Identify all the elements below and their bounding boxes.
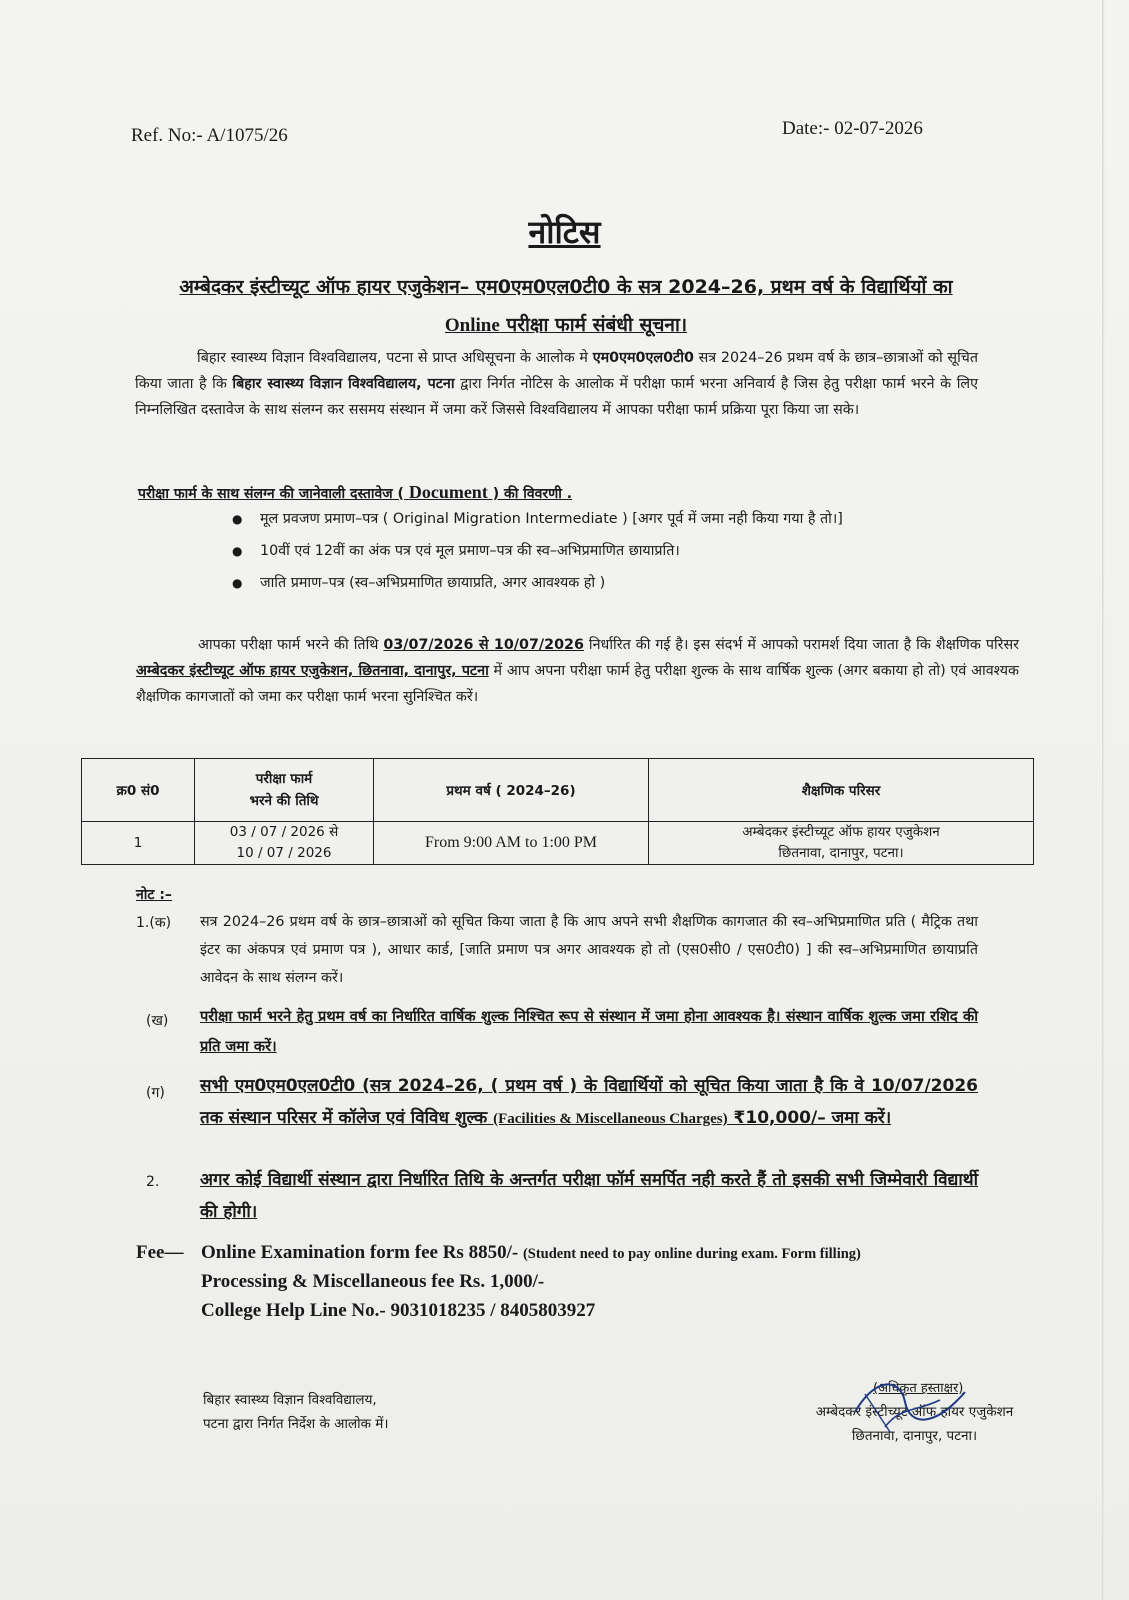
document-item: ● 10वीं एवं 12वीं का अंक पत्र एवं मूल प्रमाण–पत्र की स्व–अभिप्रमाणित छायाप्रति। [232,538,978,564]
campus-name: अम्बेदकर इंस्टीच्यूट ऑफ हायर एजुकेशन, छितनावा, दानापुर, पटना [136,663,489,679]
intro-course-name: एम0एम0एल0टी0 [592,350,694,366]
documents-list [232,506,978,602]
helpline-numbers: College Help Line No.- 9031018235 / 8405803927 [201,1300,596,1321]
note-2-text: परीक्षा फार्म भरने हेतु प्रथम वर्ष का निर्धारित वार्षिक शुल्क निश्चित रूप से संस्थान में जमा होना आवश्यक है। संस्थान वार्षिक शुल्क जमा रशिद की प्रति जमा करें। [200,1008,978,1055]
form-date-paragraph [136,632,1019,710]
note-4-number: 2. [146,1174,160,1190]
intro-university-name: बिहार स्वास्थ्य विज्ञान विश्वविद्यालय, पटना [232,376,455,392]
cell-timing: From 9:00 AM to 1:00 PM [374,822,649,865]
processing-fee: Processing & Miscellaneous fee Rs. 1,000/- [201,1271,545,1292]
note-1-text: सत्र 2024–26 प्रथम वर्ष के छात्र–छात्राओं को सूचित किया जाता है कि आप अपने सभी शैक्षणिक कागजात की स्व–अभिप्रमाणित प्रति ( मैट्रिक तथा इंटर का अंकपत्र एवं प्रमाण पत्र ), आधार कार्ड, [जाति प्रमाण पत्र अगर आवश्यक हो तो (एस0सी0 / एस0टी0) ] की स्व–अभिप्रमाणित छायाप्रति आवेदन के साथ संलग्न करें। [200,914,978,986]
online-fee-note: (Student need to pay online during exam. Form filling) [522,1246,861,1262]
table-header-row [82,759,1034,822]
intro-paragraph [135,345,978,423]
documents-heading-document: Document [408,482,488,502]
header-campus: शैक्षणिक परिसर [649,759,1034,822]
document-item: ● मूल प्रवजण प्रमाण–पत्र ( Original Migration Intermediate ) [अगर पूर्व में जमा नही किया गया है तो।] [232,506,978,532]
intro-text-2: सत्र 2024–26 प्रथम वर्ष के छात्र–छात्राओं को सूचित किया जाता है कि [135,350,979,392]
page-title: नोटिस [528,213,601,251]
footer-right-line-1: अम्बेदकर इंस्टीच्यूट ऑफ हायर एजुकेशन [815,1404,1014,1420]
form-fill-dates: 03/07/2026 से 10/07/2026 [383,637,584,653]
subject-line-1: अम्बेदकर इंस्टीच्यूट ऑफ हायर एजुकेशन– एम0एम0एल0टी0 के सत्र 2024–26, प्रथम वर्ष के विद्यार्थियों का [179,276,953,298]
header-serial: क्र0 सं0 [82,759,195,822]
schedule-table [81,758,1034,865]
cell-form-dates: 03 / 07 / 2026 से 10 / 07 / 2026 [195,822,374,865]
footer-left-line-2: पटना द्वारा निर्गत निर्देश के आलोक में। [203,1416,389,1432]
footer-right-line-2: छितनावा, दानापुर, पटना। [851,1428,978,1444]
reference-number: Ref. No:- A/1075/26 [131,125,288,146]
subject-line-2 [66,310,1066,341]
footer-left-line-1: बिहार स्वास्थ्य विज्ञान विश्वविद्यालय, [203,1392,377,1408]
authorized-label: (अधिकृत हस्ताक्षर) [873,1381,964,1396]
signature-mark [845,1372,975,1442]
note-3-number: (ग) [146,1085,165,1101]
notice-date: Date:- 02-07-2026 [782,118,923,139]
note-2-number: (ख) [146,1013,169,1029]
notes-label: नोट :– [136,887,172,903]
documents-heading-post: ) की विवरणी . [487,486,573,502]
documents-heading-pre: परीक्षा फार्म के साथ संलग्न की जानेवाली दस्तावेज ( [138,486,409,502]
fee-line-1 [201,1238,1021,1269]
cell-serial: 1 [82,822,195,865]
note-3-amount: ₹10,000/– जमा करें। [727,1108,892,1128]
intro-text-1: बिहार स्वास्थ्य विज्ञान विश्वविद्यालय, पटना से प्राप्त अधिसूचना के आलोक मे [197,350,593,366]
cell-campus: अम्बेदकर इंस्टीच्यूट ऑफ हायर एजुकेशन छितनावा, दानापुर, पटना। [649,822,1034,865]
table-row [82,822,1034,865]
form-para-text-1: आपका परीक्षा फार्म भरने की तिथि [198,637,384,653]
footer-left [203,1388,388,1436]
form-para-text-3: में आप अपना परीक्षा फार्म हेतु परीक्षा शुल्क के साथ वार्षिक शुल्क (अगर बकाया हो तो) एवं आवश्यक शैक्षणिक कागजातों को जमा कर परीक्षा फार्म भरना सुनिश्चित करें। [136,663,1019,705]
online-exam-fee: Online Examination form fee Rs 8850/- [201,1242,523,1263]
header-first-year: प्रथम वर्ष ( 2024–26) [374,759,649,822]
note-3-text-a: सभी एम0एम0एल0टी0 (सत्र 2024–26, ( प्रथम वर्ष ) के विद्यार्थियों को सूचित किया जाता है कि वे 10/07/2026 तक संस्थान परिसर में कॉलेज एवं विविध शुल्क [200,1076,978,1128]
fee-label: Fee— [136,1242,184,1263]
subject-line-2-rest: परीक्षा फार्म संबंधी सूचना। [499,314,688,336]
header-form-dates: परीक्षा फार्म भरने की तिथि [195,759,374,822]
note-3-charges: (Facilities & Miscellaneous Charges) [493,1111,728,1127]
intro-text-3: द्वारा निर्गत नोटिस के आलोक में परीक्षा फार्म भरना अनिवार्य है जिस हेतु परीक्षा फार्म भरने के लिए निम्नलिखित दस्तावेज के साथ संलग्न कर ससमय संस्थान में जमा करें जिससे विश्वविद्यालय में आपका परीक्षा फार्म प्रक्रिया पूरा किया जा सके। [135,376,978,418]
note-3-text [200,1070,978,1135]
note-4-text: अगर कोई विद्यार्थी संस्थान द्वारा निर्धारित तिथि के अन्तर्गत परीक्षा फॉर्म समर्पित नही करते हैं तो इसकी सभी जिम्मेवारी विद्यार्थी की होगी। [200,1170,978,1222]
note-1-number: 1.(क) [136,915,172,931]
form-para-text-2: निर्धारित की गई है। इस संदर्भ में आपको परामर्श दिया जाता है कि शैक्षणिक परिसर [583,637,1020,653]
documents-heading [138,482,572,503]
subject-online-word: Online [444,315,500,336]
document-item: ● जाति प्रमाण–पत्र (स्व–अभिप्रमाणित छायाप्रति, अगर आवश्यक हो ) [232,570,978,596]
